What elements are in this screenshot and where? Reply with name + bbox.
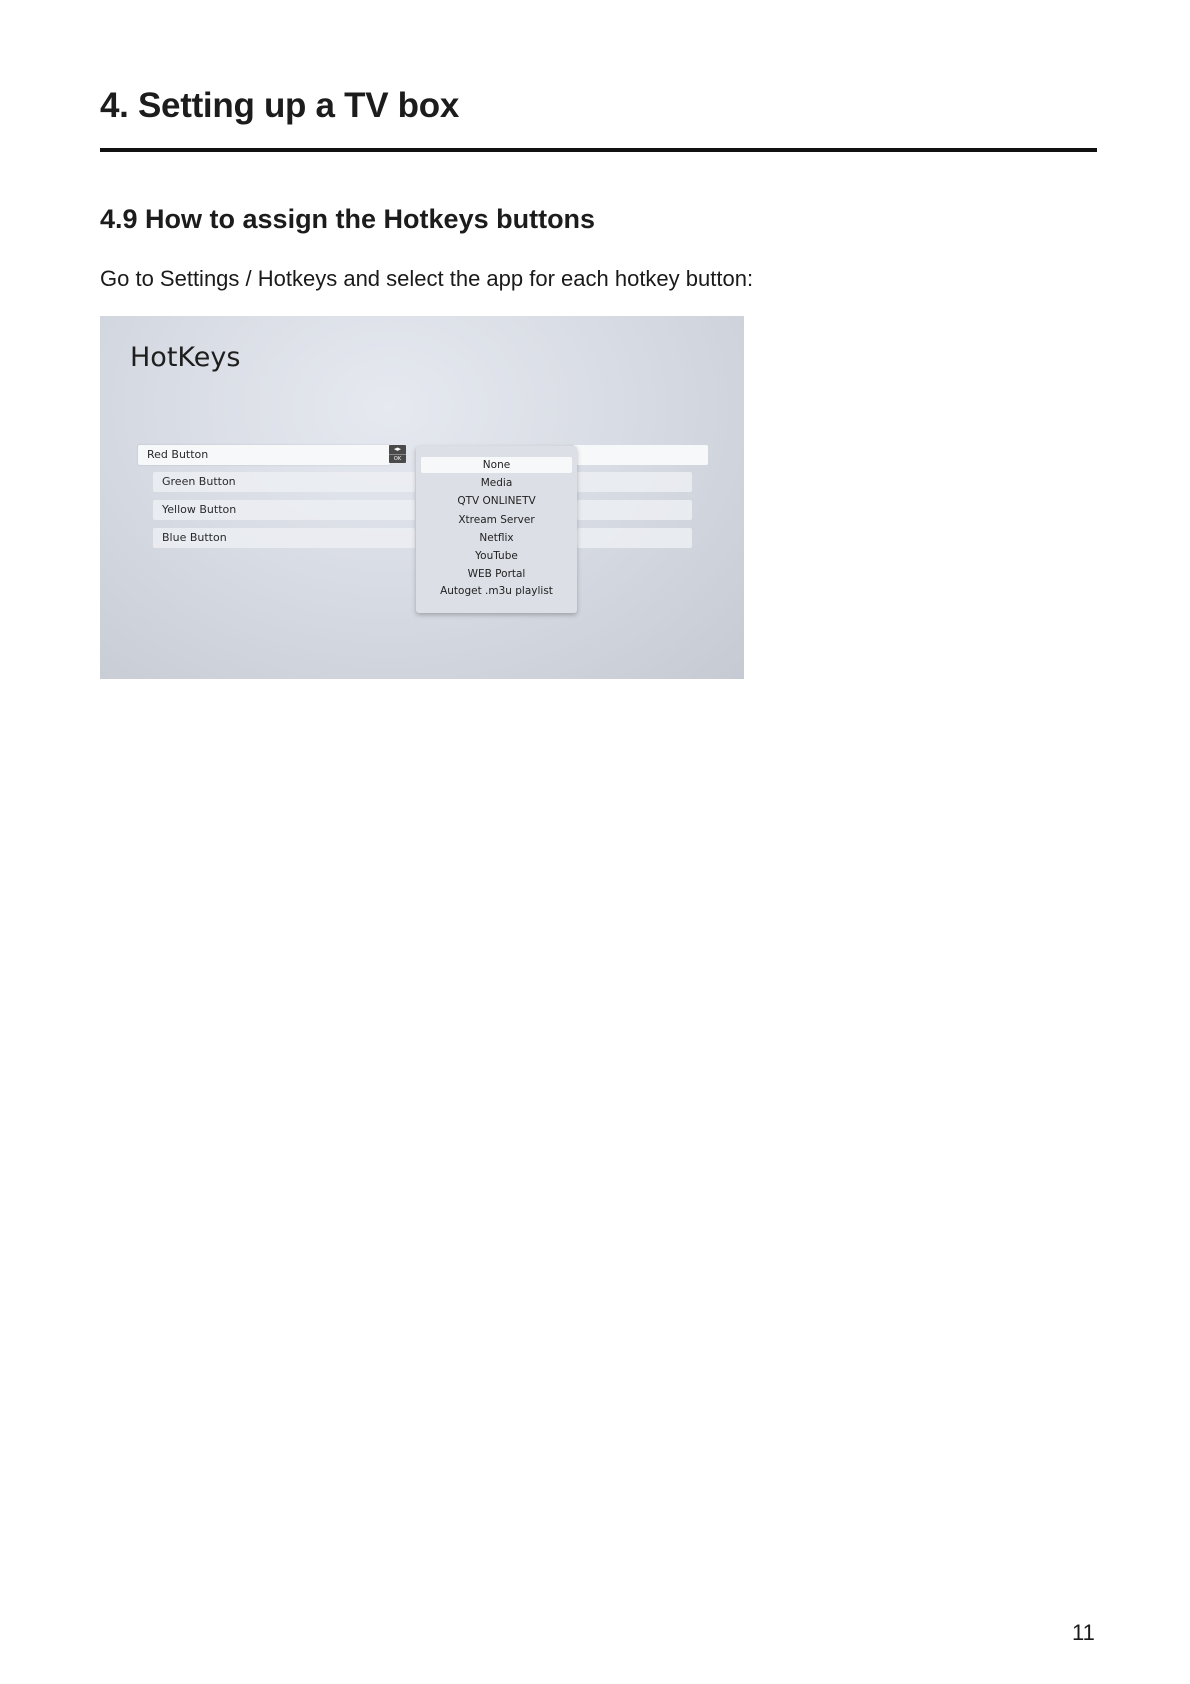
dropdown-option-youtube[interactable]: YouTube <box>475 550 518 562</box>
hotkeys-screenshot <box>100 316 744 679</box>
hotkeys-screen-title: HotKeys <box>130 342 241 373</box>
hotkey-row-label: Yellow Button <box>162 503 237 516</box>
ok-icon: OK <box>393 456 402 462</box>
dropdown-option-autoget-m3u[interactable]: Autoget .m3u playlist <box>440 585 553 597</box>
dropdown-option-xtream-server[interactable]: Xtream Server <box>458 514 535 526</box>
hotkey-row-red-value-area <box>573 445 708 465</box>
hotkey-row-green-value-area <box>577 472 692 492</box>
app-select-dropdown[interactable] <box>416 446 577 613</box>
hotkey-row-red[interactable] <box>138 445 390 465</box>
dropdown-option-none[interactable]: None <box>421 457 572 473</box>
hotkey-row-yellow[interactable] <box>153 500 415 520</box>
chapter-title: 4. Setting up a TV box <box>100 86 459 125</box>
hotkey-row-green[interactable] <box>153 472 415 492</box>
hotkey-row-label: Blue Button <box>162 531 227 544</box>
page-number: 11 <box>1072 1620 1095 1645</box>
chapter-divider <box>100 148 1097 152</box>
hotkey-row-label: Red Button <box>147 448 209 461</box>
hotkey-row-label: Green Button <box>162 475 236 488</box>
dropdown-option-web-portal[interactable]: WEB Portal <box>467 568 526 580</box>
intro-text: Go to Settings / Hotkeys and select the app for each hotkey button: <box>100 266 754 291</box>
remote-navigation-icon <box>389 445 406 463</box>
dropdown-option-qtv-onlinetv[interactable]: QTV ONLINETV <box>457 495 536 507</box>
left-right-arrows-icon: ◂▸ <box>389 445 406 455</box>
dropdown-option-netflix[interactable]: Netflix <box>479 532 514 544</box>
section-title: 4.9 How to assign the Hotkeys buttons <box>100 204 596 234</box>
dropdown-option-media[interactable]: Media <box>480 477 513 489</box>
hotkey-row-blue-value-area <box>577 528 692 548</box>
hotkey-row-yellow-value-area <box>577 500 692 520</box>
hotkey-row-blue[interactable] <box>153 528 415 548</box>
